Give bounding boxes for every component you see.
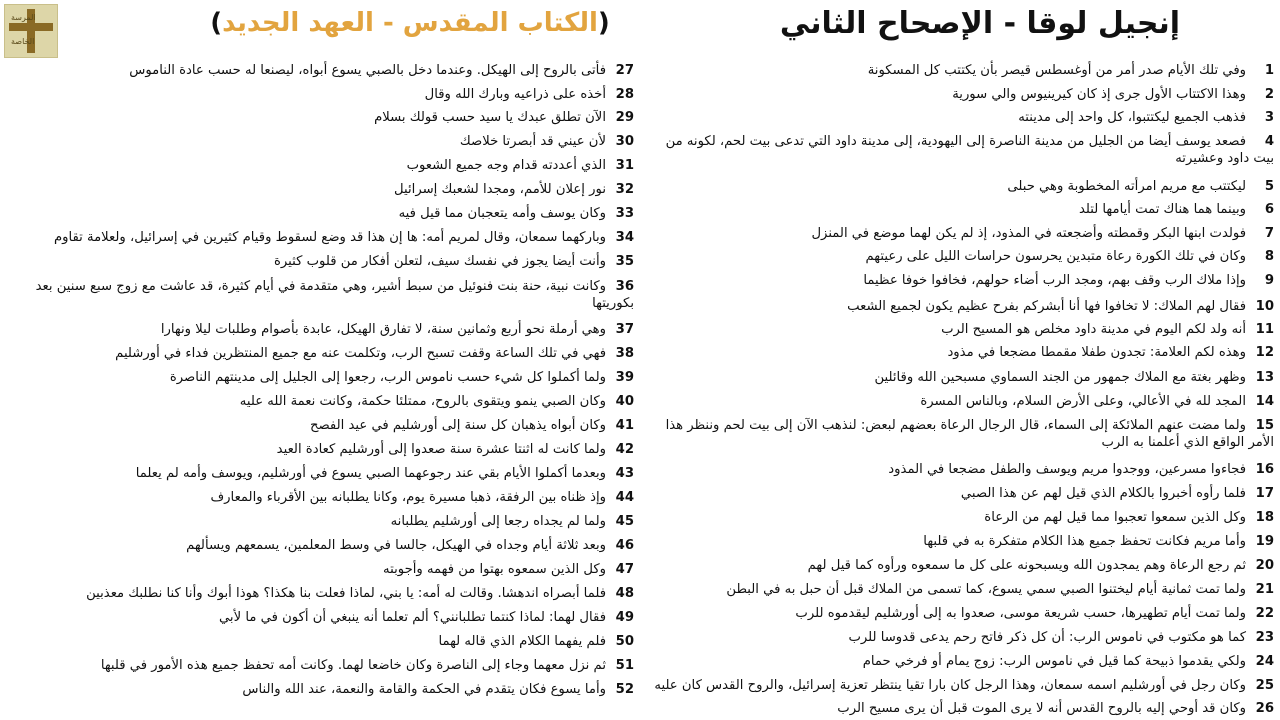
verse-number: 8 xyxy=(1264,249,1274,264)
verse-text: وبينما هما هناك تمت أيامها لتلد xyxy=(1078,202,1246,217)
verse-number: 45 xyxy=(615,514,634,529)
verse-row xyxy=(652,581,1274,598)
verse-text: الآن تطلق عبدك يا سيد حسب قولك بسلام xyxy=(374,110,606,125)
verse-text: وكان قد أوحي إليه بالروح القدس أنه لا يرى الموت قبل أن يرى مسيح الرب xyxy=(837,701,1246,716)
verse-text: ليكتتب مع مريم امرأته المخطوبة وهي حبلى xyxy=(1007,179,1246,194)
verse-number: 17 xyxy=(1255,486,1274,501)
verse-number: 39 xyxy=(615,370,634,385)
verse-text: ولكي يقدموا ذبيحة كما قيل في ناموس الرب: زوج يمام أو فرخي حمام xyxy=(862,654,1246,669)
verse-number: 10 xyxy=(1255,299,1274,314)
verse-number: 3 xyxy=(1264,110,1274,125)
verse-number: 30 xyxy=(615,134,634,149)
verse-row xyxy=(8,157,634,174)
verse-row xyxy=(8,369,634,386)
verse-number: 29 xyxy=(615,110,634,125)
verse-row xyxy=(652,62,1274,79)
verse-text: وكان يوسف وأمه يتعجبان مما قيل فيه xyxy=(398,206,606,221)
verse-text: وهذا الاكتتاب الأول جرى إذ كان كيرينيوس والي سورية xyxy=(952,87,1246,102)
verse-number: 22 xyxy=(1255,606,1274,621)
verse-number: 6 xyxy=(1264,202,1274,217)
verse-number: 12 xyxy=(1255,345,1274,360)
verse-text: أخذه على ذراعيه وبارك الله وقال xyxy=(424,87,606,102)
verse-row xyxy=(652,417,1274,451)
verse-text: وكان رجل في أورشليم اسمه سمعان، وهذا الرجل كان بارا تقيا ينتظر تعزية إسرائيل، والروح القدس كان عليه xyxy=(654,678,1246,693)
verse-row xyxy=(8,86,634,103)
verse-row xyxy=(652,272,1274,289)
title-close-paren: ) xyxy=(210,8,223,38)
verse-number: 46 xyxy=(615,538,634,553)
verse-row xyxy=(8,109,634,126)
verse-row xyxy=(8,561,634,578)
verse-row xyxy=(652,298,1274,315)
verse-number: 20 xyxy=(1255,558,1274,573)
verse-row xyxy=(8,253,634,270)
verse-text: فولدت ابنها البكر وقمطته وأضجعته في المذود، إذ لم يكن لهما موضع في المنزل xyxy=(811,226,1246,241)
verse-text: ثم نزل معهما وجاء إلى الناصرة وكان خاضعا لهما. وكانت أمه تحفظ جميع هذه الأمور في قلبها xyxy=(100,658,606,673)
verse-text: نور إعلان للأمم، ومجدا لشعبك إسرائيل xyxy=(394,182,606,197)
verse-number: 11 xyxy=(1255,322,1274,337)
verse-text: الذي أعددته قدام وجه جميع الشعوب xyxy=(406,158,606,173)
verse-text: وكان في تلك الكورة رعاة متبدين يحرسون حراسات الليل على رعيتهم xyxy=(865,249,1246,264)
verse-row xyxy=(8,537,634,554)
verse-row xyxy=(652,109,1274,126)
verse-number: 50 xyxy=(615,634,634,649)
verse-row xyxy=(8,345,634,362)
verse-text: وفي تلك الأيام صدر أمر من أوغسطس قيصر بأن يكتتب كل المسكونة xyxy=(867,63,1246,78)
verse-row xyxy=(8,585,634,602)
verse-row xyxy=(652,178,1274,195)
verse-text: وأما مريم فكانت تحفظ جميع هذا الكلام متفكرة به في قلبها xyxy=(923,534,1246,549)
verse-number: 28 xyxy=(615,87,634,102)
verse-number: 13 xyxy=(1255,370,1274,385)
verse-number: 32 xyxy=(615,182,634,197)
verse-row xyxy=(652,677,1274,694)
verse-row xyxy=(8,465,634,482)
verse-number: 38 xyxy=(615,346,634,361)
verse-text: وأنت أيضا يجوز في نفسك سيف، لتعلن أفكار من قلوب كثيرة xyxy=(274,254,606,269)
verse-number: 2 xyxy=(1264,87,1274,102)
verse-number: 48 xyxy=(615,586,634,601)
verse-number: 43 xyxy=(615,466,634,481)
verse-number: 51 xyxy=(615,658,634,673)
verse-text: وهي أرملة نحو أربع وثمانين سنة، لا تفارق الهيكل، عابدة بأصوام وطلبات ليلا ونهارا xyxy=(160,322,606,337)
verse-row xyxy=(8,321,634,338)
verse-row xyxy=(8,441,634,458)
verse-row xyxy=(652,557,1274,574)
verse-row xyxy=(8,205,634,222)
verse-text: ولما تمت ثمانية أيام ليختنوا الصبي سمي يسوع، كما تسمى من الملاك قبل أن حبل به في البطن xyxy=(726,582,1246,597)
verse-number: 9 xyxy=(1264,273,1274,288)
verse-text: فأتى بالروح إلى الهيكل. وعندما دخل بالصبي يسوع أبواه، ليصنعا له حسب عادة الناموس xyxy=(129,63,606,78)
verse-number: 40 xyxy=(615,394,634,409)
verse-row xyxy=(8,489,634,506)
verse-number: 14 xyxy=(1255,394,1274,409)
verse-number: 31 xyxy=(615,158,634,173)
verse-row xyxy=(652,344,1274,361)
verse-number: 1 xyxy=(1264,63,1274,78)
verse-text: فذهب الجميع ليكتتبوا، كل واحد إلى مدينته xyxy=(1018,110,1246,125)
verse-text: فلما رأوه أخبروا بالكلام الذي قيل لهم عن هذا الصبي xyxy=(960,486,1246,501)
verse-text: وكان أبواه يذهبان كل سنة إلى أورشليم في عيد الفصح xyxy=(309,418,606,433)
verse-text: وبعد ثلاثة أيام وجداه في الهيكل، جالسا في وسط المعلمين، يسمعهم ويسألهم xyxy=(186,538,606,553)
verse-number: 44 xyxy=(615,490,634,505)
verse-row xyxy=(652,461,1274,478)
cross-icon-bar xyxy=(9,23,53,31)
verse-text: فلما أبصراه اندهشا. وقالت له أمه: يا بني، لماذا فعلت بنا هكذا؟ هوذا أبوك وأنا كنا نطلبك معذبين xyxy=(86,586,606,601)
verse-row xyxy=(652,86,1274,103)
verse-number: 4 xyxy=(1264,134,1274,149)
verse-text: لأن عيني قد أبصرتا خلاصك xyxy=(459,134,606,149)
verse-row xyxy=(652,629,1274,646)
verse-row xyxy=(652,248,1274,265)
verse-text: ولما لم يجداه رجعا إلى أورشليم يطلبانه xyxy=(390,514,606,529)
church-logo xyxy=(4,4,58,58)
verse-text: أنه ولد لكم اليوم في مدينة داود مخلص هو المسيح الرب xyxy=(941,322,1246,337)
verse-number: 25 xyxy=(1255,678,1274,693)
verse-row xyxy=(8,62,634,79)
verse-text: وكان الصبي ينمو ويتقوى بالروح، ممتلئا حكمة، وكانت نعمة الله عليه xyxy=(239,394,606,409)
verse-row xyxy=(652,605,1274,622)
logo-top-text: المرسة xyxy=(11,13,36,22)
verse-text: كما هو مكتوب في ناموس الرب: أن كل ذكر فاتح رحم يدعى قدوسا للرب xyxy=(848,630,1246,645)
verse-row xyxy=(8,513,634,530)
verse-row xyxy=(8,181,634,198)
verse-text: ثم رجع الرعاة وهم يمجدون الله ويسبحونه على كل ما سمعوه ورأوه كما قيل لهم xyxy=(807,558,1246,573)
verse-text: وباركهما سمعان، وقال لمريم أمه: ها إن هذا قد وضع لسقوط وقيام كثيرين في إسرائيل، ولعلامة تقاوم xyxy=(53,230,606,245)
title-text: الكتاب المقدس - العهد الجديد xyxy=(222,8,598,38)
verse-text: وأما يسوع فكان يتقدم في الحكمة والقامة والنعمة، عند الله والناس xyxy=(242,682,606,697)
verse-row xyxy=(652,321,1274,338)
chapter-title: إنجيل لوقا - الإصحاح الثاني xyxy=(779,6,1181,41)
verse-number: 7 xyxy=(1264,226,1274,241)
verse-row xyxy=(8,657,634,674)
verse-number: 33 xyxy=(615,206,634,221)
verse-row xyxy=(8,393,634,410)
verse-text: ولما كانت له اثنتا عشرة سنة صعدوا إلى أورشليم كعادة العيد xyxy=(276,442,606,457)
verse-row xyxy=(652,133,1274,167)
verse-text: وهذه لكم العلامة: تجدون طفلا مقمطا مضجعا في مذود xyxy=(947,345,1246,360)
verse-row xyxy=(8,681,634,698)
verse-text: فلم يفهما الكلام الذي قاله لهما xyxy=(438,634,606,649)
verse-text: وبعدما أكملوا الأيام بقي عند رجوعهما الصبي يسوع في أورشليم، ويوسف وأمه لم يعلما xyxy=(135,466,606,481)
title-open-paren: ( xyxy=(597,8,610,38)
verse-number: 5 xyxy=(1264,179,1274,194)
verse-number: 24 xyxy=(1255,654,1274,669)
verse-text: ولما مضت عنهم الملائكة إلى السماء، قال الرجال الرعاة بعضهم لبعض: لنذهب الآن إلى بيت لحم وننظر هذا الأمر الواقع الذي أعلمنا به الرب xyxy=(665,418,1274,450)
verse-row xyxy=(8,229,634,246)
verse-row xyxy=(652,369,1274,386)
verse-text: وإذ ظناه بين الرفقة، ذهبا مسيرة يوم، وكانا يطلبانه بين الأقرباء والمعارف xyxy=(210,490,606,505)
verse-number: 15 xyxy=(1255,418,1274,433)
verse-number: 18 xyxy=(1255,510,1274,525)
verse-number: 21 xyxy=(1255,582,1274,597)
verse-text: ولما أكملوا كل شيء حسب ناموس الرب، رجعوا إلى الجليل إلى مدينتهم الناصرة xyxy=(169,370,606,385)
verse-number: 47 xyxy=(615,562,634,577)
verse-text: فهي في تلك الساعة وقفت تسبح الرب، وتكلمت عنه مع جميع المنتظرين فداء في أورشليم xyxy=(115,346,606,361)
verse-row xyxy=(8,417,634,434)
verse-number: 42 xyxy=(615,442,634,457)
verse-number: 35 xyxy=(615,254,634,269)
verse-row xyxy=(8,133,634,150)
verse-number: 16 xyxy=(1255,462,1274,477)
verse-text: فجاءوا مسرعين، ووجدوا مريم ويوسف والطفل مضجعا في المذود xyxy=(888,462,1246,477)
verse-number: 26 xyxy=(1255,701,1274,716)
verse-number: 37 xyxy=(615,322,634,337)
verse-number: 23 xyxy=(1255,630,1274,645)
bible-section-title xyxy=(200,8,620,48)
verse-number: 36 xyxy=(615,279,634,294)
verse-text: ولما تمت أيام تطهيرها، حسب شريعة موسى، صعدوا به إلى أورشليم ليقدموه للرب xyxy=(795,606,1246,621)
verse-number: 52 xyxy=(615,682,634,697)
verse-row xyxy=(652,225,1274,242)
verse-text: وكانت نبية، حنة بنت فنوئيل من سبط أشير، وهي متقدمة في أيام كثيرة، قد عاشت مع زوج سبع سنين بعد بكوريتها xyxy=(35,279,634,311)
verse-text: وكل الذين سمعوه بهتوا من فهمه وأجوبته xyxy=(383,562,606,577)
verse-text: فقال لهم الملاك: لا تخافوا فها أنا أبشركم بفرح عظيم يكون لجميع الشعب xyxy=(847,299,1246,314)
verse-row xyxy=(652,533,1274,550)
verse-text: وإذا ملاك الرب وقف بهم، ومجد الرب أضاء حولهم، فخافوا خوفا عظيما xyxy=(863,273,1246,288)
verse-text: وكل الذين سمعوا تعجبوا مما قيل لهم من الرعاة xyxy=(984,510,1246,525)
verse-number: 19 xyxy=(1255,534,1274,549)
verse-number: 34 xyxy=(615,230,634,245)
verse-number: 41 xyxy=(615,418,634,433)
verse-row xyxy=(652,201,1274,218)
verse-text: فصعد يوسف أيضا من الجليل من مدينة الناصرة إلى اليهودية، إلى مدينة داود التي تدعى بيت لحم، لكونه من بيت داود وعشيرته xyxy=(665,134,1274,166)
verse-row xyxy=(652,485,1274,502)
verse-row xyxy=(652,509,1274,526)
verse-number: 49 xyxy=(615,610,634,625)
verse-row xyxy=(8,609,634,626)
verse-row xyxy=(8,278,634,312)
verse-text: وظهر بغتة مع الملاك جمهور من الجند السماوي مسبحين الله وقائلين xyxy=(874,370,1246,385)
verse-row xyxy=(652,700,1274,717)
verse-number: 27 xyxy=(615,63,634,78)
verse-row xyxy=(652,393,1274,410)
verse-text: فقال لهما: لماذا كنتما تطلبانني؟ ألم تعلما أنه ينبغي أن أكون في ما لأبي xyxy=(218,610,606,625)
verse-row xyxy=(652,653,1274,670)
logo-bottom-text: الخاصة xyxy=(11,37,35,46)
verse-text: المجد لله في الأعالي، وعلى الأرض السلام، وبالناس المسرة xyxy=(920,394,1246,409)
verse-row xyxy=(8,633,634,650)
